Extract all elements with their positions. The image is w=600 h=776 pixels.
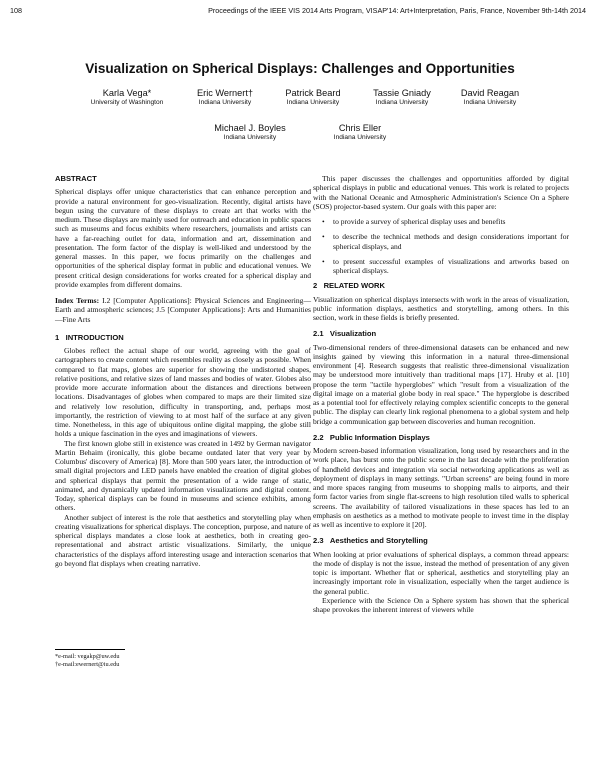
intro-paragraph: Globes reflect the actual shape of our world, agreeing with the goal of cartographers to create content which resembles reality as closely as possible. When compared to flat maps, globes are superior for showing the undistorted shapes, relative positions, and relative sizes of land masses and bodies of water. Globes also provide more accurate information about the distances and directions between locations. Disadvantages of globes when compared to maps are their limited size and relatively low resolution, difficulty in transporting, and, perhaps most importantly, the restriction of viewing to at most half of the surface at any given time. Nonetheless, in this age of ubiquitous online digital mapping, the globe still holds a unique fascination in the eyes and imaginations of viewers. (55, 346, 311, 439)
footnote-rule (55, 649, 125, 650)
related-work-heading (313, 281, 569, 290)
author-name: Karla Vega* (102, 88, 152, 98)
intro-paragraph: Another subject of interest is the role that aesthetics and storytelling play when creating visualizations for spherical displays. The conception, purpose, and nature of spherical displays mandates a close look at aesthetics, both in creating geo-representational and abstract artistic visualizations. Similarly, the unique characteristics of the displays afford interesting usage and interaction scenarios that go beyond flat displays when creating narrative. (55, 512, 311, 568)
author-name: David Reagan (460, 88, 520, 98)
author-affiliation: Indiana University (286, 99, 340, 106)
section-title: RELATED WORK (323, 281, 386, 291)
author-block (268, 88, 358, 106)
author-block (180, 88, 270, 106)
footnote: *e-mail: vegakp@uw.edu (55, 653, 120, 660)
goals-paragraph: This paper discusses the challenges and opportunities afforded by digital spherical displays in public and educational venues. This work is related to projects with the National Oceanic and Atmospheric Administration's Science On a Sphere (SOS) projector-based system. Our goals with this paper are: (313, 174, 569, 211)
author-block (315, 123, 405, 141)
author-affiliation: Indiana University (375, 99, 429, 106)
footnote: †e-mail:ewernert@iu.edu (55, 661, 120, 668)
right-column (313, 174, 569, 614)
author-affiliation: University of Washington (90, 99, 164, 106)
section-title: INTRODUCTION (65, 332, 124, 342)
list-item: • to describe the technical methods and design considerations important for spherical displays, and (333, 232, 569, 251)
subsection-text: Two-dimensional renders of three-dimensional datasets can be enhanced and new insights gained by viewing this information in a natural three-dimensional environment [4]. Research suggests that realistic three-dimensional visualization may be understood more intuitively than traditional maps [17]. Hruby et al. [10] propose the term "tactile hyperglobes" which "result from a visualization of the digital image on a material globe body in real space." The hyperglobe is described as a potential tool for effectively relaying complex scientific concepts to the general public. The display can clearly link regional phenomena to a global system and help bridge a communication gap between discoveries and human recognition. (313, 342, 569, 426)
subsection-number: 2.1 (313, 329, 324, 339)
goals-list (313, 217, 569, 275)
running-header (10, 6, 586, 18)
author-name: Patrick Beard (285, 88, 341, 98)
subsection-title: Visualization (329, 329, 377, 339)
index-terms (55, 296, 311, 324)
footnotes (55, 649, 311, 669)
author-name: Michael J. Boyles (214, 123, 286, 133)
abstract-heading: ABSTRACT (55, 174, 97, 183)
subsection-heading (313, 433, 569, 442)
subsection-title: Aesthetics and Storytelling (329, 536, 428, 546)
subsection-text: When looking at prior evaluations of spherical displays, a common thread appears: the mode of display is not the issue, instead the method of presentation of any given topic is important. Whether flat or spherical, aesthetics and storytelling play an increasingly important role in visualization, especially when the target audience is the general public. (313, 549, 569, 596)
index-terms-text: I.2 [Computer Applications]: Physical Sciences and Engineering—Earth and atmospheric sciences; J.5 [Computer Applications]: Arts and Humanities—Fine Arts (55, 296, 311, 324)
author-affiliation: Indiana University (223, 134, 277, 141)
index-terms-label: Index Terms: (55, 296, 100, 305)
list-item: • to present successful examples of visualizations and artworks based on spherical displays. (333, 257, 569, 276)
list-item: • to provide a survey of spherical display uses and benefits (333, 217, 569, 226)
author-block (357, 88, 447, 106)
section-number: 2 (313, 281, 318, 291)
subsection-heading (313, 536, 569, 545)
page-number: 108 (10, 6, 22, 15)
author-affiliation: Indiana University (463, 99, 517, 106)
related-work-text: Visualization on spherical displays intersects with work in the areas of visualization, public information displays, aesthetics and storytelling, among others. In this section, work in these fields is briefly presented. (313, 294, 569, 322)
author-block (195, 123, 305, 141)
author-name: Tassie Gniady (373, 88, 431, 98)
introduction-heading (55, 333, 311, 342)
author-affiliation: Indiana University (198, 99, 252, 106)
subsection-number: 2.3 (313, 536, 324, 546)
intro-paragraph: The first known globe still in existence was created in 1492 by German navigator Martin Behaim (ironically, this globe became outdated later that very year by Columbus' discovery of America) [8]. More than 500 years later, the introduction of small digital projectors and LED panels have enabled the creation of digital globes and spherical displays that permit the presentation of a wide range of static, animated, and dynamically updated information visualizations and digital content. Today, spherical displays can be found in museums and science exhibits, among others. (55, 438, 311, 513)
abstract-text: Spherical displays offer unique characteristics that can enhance perception and provide a natural environment for geo-visualization. Recently, digital artists have begun using the curvature of these displays to create art that works with the medium. These displays are mainly used for outreach and education in public spaces such as museums and focus exhibits where researchers, journalists and artists can have a far-reaching outlet for data, information and art, dissemination and presentation. The form factor of the display is well-liked and understood by the general masses. In this paper, we focus primarily on the challenges and opportunities of the spherical display format in public and educational venues. We present critical design considerations for works created for a spherical display and provide examples from different domains. (55, 187, 311, 289)
subsection-text: Experience with the Science On a Sphere system has shown that the spherical shape provokes the inherent interest of viewers while (313, 595, 569, 614)
section-number: 1 (55, 332, 60, 342)
subsection-title: Public Information Displays (329, 432, 430, 442)
author-affiliation: Indiana University (333, 134, 387, 141)
author-block (445, 88, 535, 106)
paper-title: Visualization on Spherical Displays: Challenges and Opportunities (85, 61, 515, 76)
subsection-heading (313, 329, 569, 338)
left-column (55, 174, 311, 568)
author-name: Eric Wernert† (197, 88, 253, 98)
author-name: Chris Eller (338, 123, 382, 133)
subsection-text: Modern screen-based information visualization, long used by researchers and in the work place, has burst onto the public scene in the last decade with the proliferation of handheld devices and integration via social networking applications as well as deployment of displays in many settings. "Urban screens" are being found in more and more spaces ranging from museums to shopping malls to airports, and their form factor varies from single flat-screens to high resolution tiled walls to spherical screens. The availability of tailored visualizations in these spaces has led to an emphasis on aesthetics as a method to motivate people to invest time in the display as well as incentive to explore it [20]. (313, 446, 569, 529)
author-block (72, 88, 182, 106)
subsection-number: 2.2 (313, 432, 324, 442)
conference-line: Proceedings of the IEEE VIS 2014 Arts Program, VISAP'14: Art+Interpretation, Paris, France, November 9th-14th 2014 (208, 6, 586, 15)
